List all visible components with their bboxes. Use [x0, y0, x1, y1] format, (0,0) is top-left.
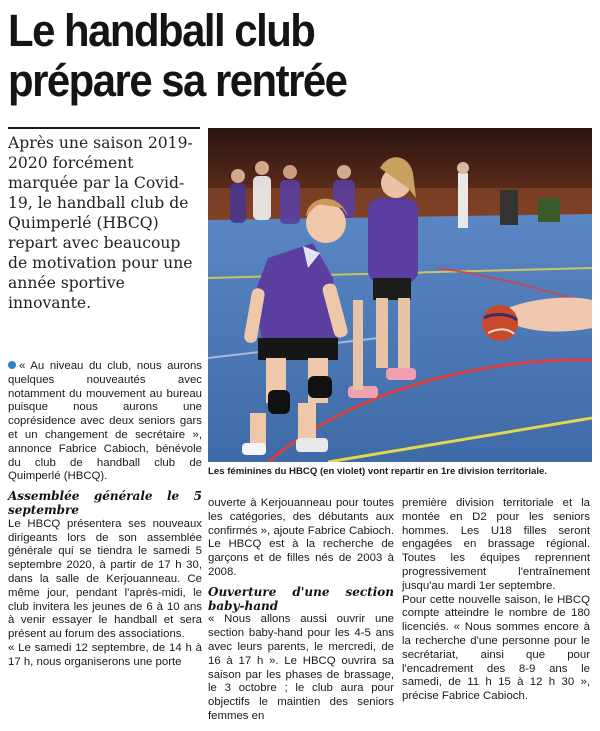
- lede-rule: [8, 127, 200, 129]
- headline-line-2: prépare sa rentrée: [8, 55, 347, 106]
- article-photo: [208, 128, 592, 462]
- headline-line-1: Le handball club: [8, 5, 315, 56]
- section-2-title: Ouverture d'une section baby-hand: [208, 584, 394, 613]
- lede-paragraph: Après une saison 2019-2020 forcément marquée par la Covid-19, le handball club de Quimperlé (HBCQ) repart avec beaucoup de motivation pour une année sportive innovante.: [8, 134, 193, 312]
- section-1-title: Assemblée générale le 5 septembre: [8, 489, 202, 517]
- handball-players-illustration: [208, 128, 592, 462]
- section-1-paragraph-2: « Le samedi 12 septembre, de 14 h à 17 h, nous organiserons une porte: [8, 641, 202, 668]
- headline: [8, 6, 557, 106]
- column-3-paragraph-2: Pour cette nouvelle saison, le HBCQ compte atteindre le nombre de 180 licenciés. « Nous sommes encore à la recherche d'une personne pour le secrétariat, ainsi que pour l'encadrement des 8-9 ans le samedi, de 11 h 15 à 12 h 30 », précise Fabrice Cabioch.: [402, 593, 590, 703]
- bullet-icon: [8, 361, 16, 369]
- intro-paragraph: [8, 360, 202, 484]
- column-2-paragraph-1: ouverte à Kerjouanneau pour toutes les catégories, des débutants aux confirmés », ajoute Fabrice Cabioch. Le HBCQ est à la recherche de garçons et de filles nés de 2003 à 2008.: [208, 497, 394, 578]
- article-column-3: [402, 497, 590, 704]
- article-column-1: [8, 360, 202, 670]
- section-1-paragraph-1: Le HBCQ présentera ses nouveaux dirigeants lors de son assemblée générale qui se tiendra le samedi 5 septembre 2020, à partir de 17 h 30, dans la salle de Kerjouanneau. Ce même jour, pendant l'après-midi, le club invitera les jeunes de 6 à 10 ans à venir essayer le handball et sera présent au forum des associations.: [8, 517, 202, 641]
- column-3-paragraph-1: première division territoriale et la montée en D2 pour les seniors hommes. Les U18 filles seront engagées en brassage régional. Toutes les équipes reprennent progressivement l'entraînement jusqu'au mardi 1er septembre.: [402, 497, 590, 592]
- section-2-paragraph-1: « Nous allons aussi ouvrir une section baby-hand pour les 4-5 ans avec leurs parents, le mercredi, de 16 à 17 h ». Le HBCQ ouvrira sa saison par les phases de brassage, le 3 octobre ; le club aura pour objectifs le maintien des seniors femmes en: [208, 613, 394, 722]
- intro-text: « Au niveau du club, nous aurons quelques nouveautés avec notamment du mouvement au bureau puisque nous aurons une coprésidence avec deux seniors gars et un changement de secrétaire », annonce Fabrice Cabioch, bénévole du club de handball club de Quimperlé (HBCQ).: [8, 360, 202, 483]
- photo-caption: Les féminines du HBCQ (en violet) vont repartir en 1re division territoriale.: [208, 466, 548, 477]
- article-column-2: [208, 497, 394, 724]
